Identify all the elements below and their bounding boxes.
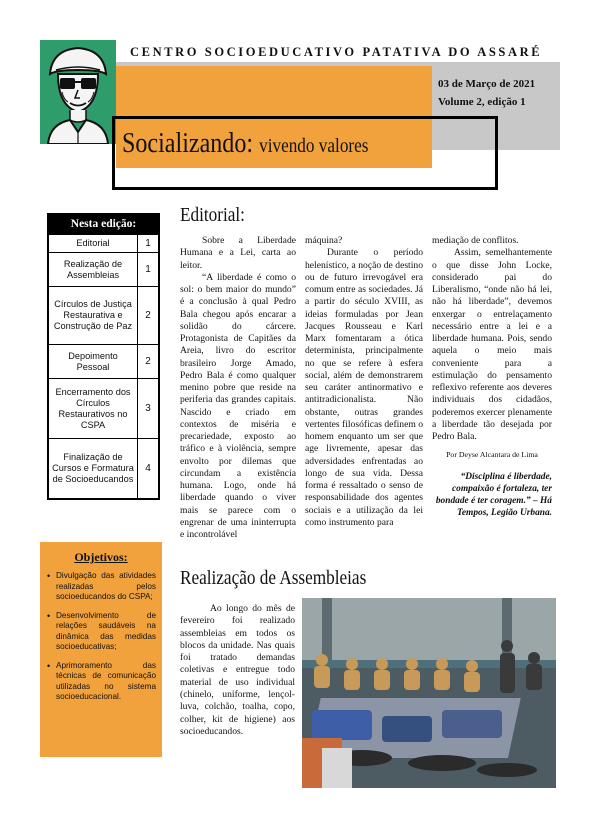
assembly-photo bbox=[302, 598, 556, 788]
issue-date: 03 de Março de 2021 bbox=[438, 78, 536, 90]
org-name: CENTRO SOCIOEDUCATIVO PATATIVA DO ASSARÉ bbox=[130, 45, 543, 59]
caricature-logo bbox=[40, 40, 116, 144]
toc-label: Encerramento dos Círculos Restaurativos no CSPA bbox=[49, 379, 138, 438]
toc-page: 4 bbox=[145, 463, 151, 474]
toc-label: Realização de Assembleias bbox=[49, 253, 138, 286]
title-main: Socializando: bbox=[122, 128, 254, 159]
editorial-column-2 bbox=[305, 235, 423, 529]
toc-row bbox=[49, 344, 158, 378]
editorial-quote: “Disciplina é liberdade, compaixão é fortaleza, ter bondade é ter coragem.” – Há Tempos, Legião Urbana. bbox=[435, 471, 552, 518]
editorial-signature: Por Deyse Alcantara de Lima bbox=[446, 450, 538, 460]
title-sub: vivendo valores bbox=[259, 135, 369, 157]
toc-row bbox=[49, 252, 158, 286]
toc-row bbox=[49, 286, 158, 344]
objective-item: • Desenvolvimento de relações saudáveis na dinâmica das medidas socioeducativas; bbox=[56, 611, 156, 653]
toc-row bbox=[49, 378, 158, 438]
objectives-list bbox=[46, 571, 156, 703]
editorial-paragraph: Durante o período helenístico, a noção de destino ou de futuro irrevogável era comum entre as sociedades. Já a partir do século XVIII, as ideias formuladas por Jean Jacques Rousseau e Karl Marx fomentaram a ótica determinista, principalmente no que se refere à esfera social, além de demonstrarem seu caráter antinormativo e antitradicionalista. Não obstante, outras grandes vertentes filosóficas definem o homem enquanto um ser que age livremente, apesar das adversidades enfrentadas ao longo de sua vida. Dessa forma é ressaltado o senso de responsabilidade dos agentes sociais e a utilização da lei como instrumento para bbox=[305, 247, 424, 528]
assemblies-paragraph: Ao longo do mês de fevereiro foi realizado assembleias em todos os blocos da unidade. Nas quais foi tratado demandas coletivas e entregue todo material de uso individual (chinelo, uniforme, lençol-luva, colchão, toalha, copo, colher, kit de higiene) aos socioeducandos. bbox=[180, 603, 295, 737]
toc-page: 2 bbox=[145, 310, 151, 321]
editorial-heading: Editorial: bbox=[180, 204, 245, 226]
editorial-paragraph: máquina? bbox=[305, 235, 343, 246]
toc-label: Círculos de Justiça Restaurativa e Construção de Paz bbox=[49, 287, 138, 344]
toc-page: 1 bbox=[145, 264, 151, 275]
assemblies-heading: Realização de Assembleias bbox=[180, 567, 367, 589]
editorial-column-1 bbox=[180, 235, 296, 541]
table-of-contents bbox=[47, 213, 160, 500]
toc-label: Finalização de Cursos e Formatura de Socioeducandos bbox=[49, 439, 138, 498]
newsletter-title bbox=[122, 128, 368, 160]
toc-page: 1 bbox=[145, 238, 151, 249]
toc-row bbox=[49, 234, 158, 252]
editorial-paragraph: Assim, semelhantemente o que disse John Locke, considerado pai do Liberalismo, “onde não há lei, não há liberdade”, devemos enxergar o entrelaçamento necessário entre a lei e a liberdade humana. Pois, sendo aquela o meio mais conveniente para a estimulação do pensamento reflexivo referente aos deveres individuais dos cidadãos, poderemos exercer plenamente a liberdade tão desejada por Pedro Bala. bbox=[432, 247, 552, 442]
objectives-box bbox=[40, 542, 162, 757]
editorial-paragraph: “A liberdade é como o sol: o bem maior do mundo” é a conclusão à qual Pedro Bala chegou após encarar a solidão do cárcere. Protagonista de Capitães da Areia, livro do escritor brasileiro Jorge Amado, Pedro Bala é como qualquer menino pobre que reside na periferia das grandes capitais. Nascido e criado em contextos de miséria e precariedade, exposto ao tráfico e à violência, sempre envolto por dilemas que circundam a existência humana. Logo, onde há liberdade quando o viver mais se parece com o engrenar de uma ininterrupta e incontrolável bbox=[180, 271, 296, 540]
toc-heading: Nesta edição: bbox=[49, 215, 158, 234]
assemblies-text bbox=[180, 603, 295, 738]
objective-item: • Aprimoramento das técnicas de comunicação utilizadas no sistema socioeducacional. bbox=[56, 661, 156, 703]
toc-label: Depoimento Pessoal bbox=[49, 345, 138, 378]
toc-page: 2 bbox=[145, 356, 151, 367]
toc-label: Editorial bbox=[49, 235, 138, 252]
issue-volume: Volume 2, edição 1 bbox=[438, 96, 526, 108]
editorial-column-3 bbox=[432, 235, 552, 519]
editorial-paragraph: Sobre a Liberdade Humana e a Lei, carta ao leitor. bbox=[180, 235, 296, 271]
editorial-paragraph: mediação de conflitos. bbox=[432, 235, 519, 246]
objective-item: • Divulgação das atividades realizadas pelos socioeducandos do CSPA; bbox=[56, 571, 156, 603]
toc-page: 3 bbox=[145, 403, 151, 414]
toc-row bbox=[49, 438, 158, 498]
objectives-heading: Objetivos: bbox=[74, 550, 128, 564]
